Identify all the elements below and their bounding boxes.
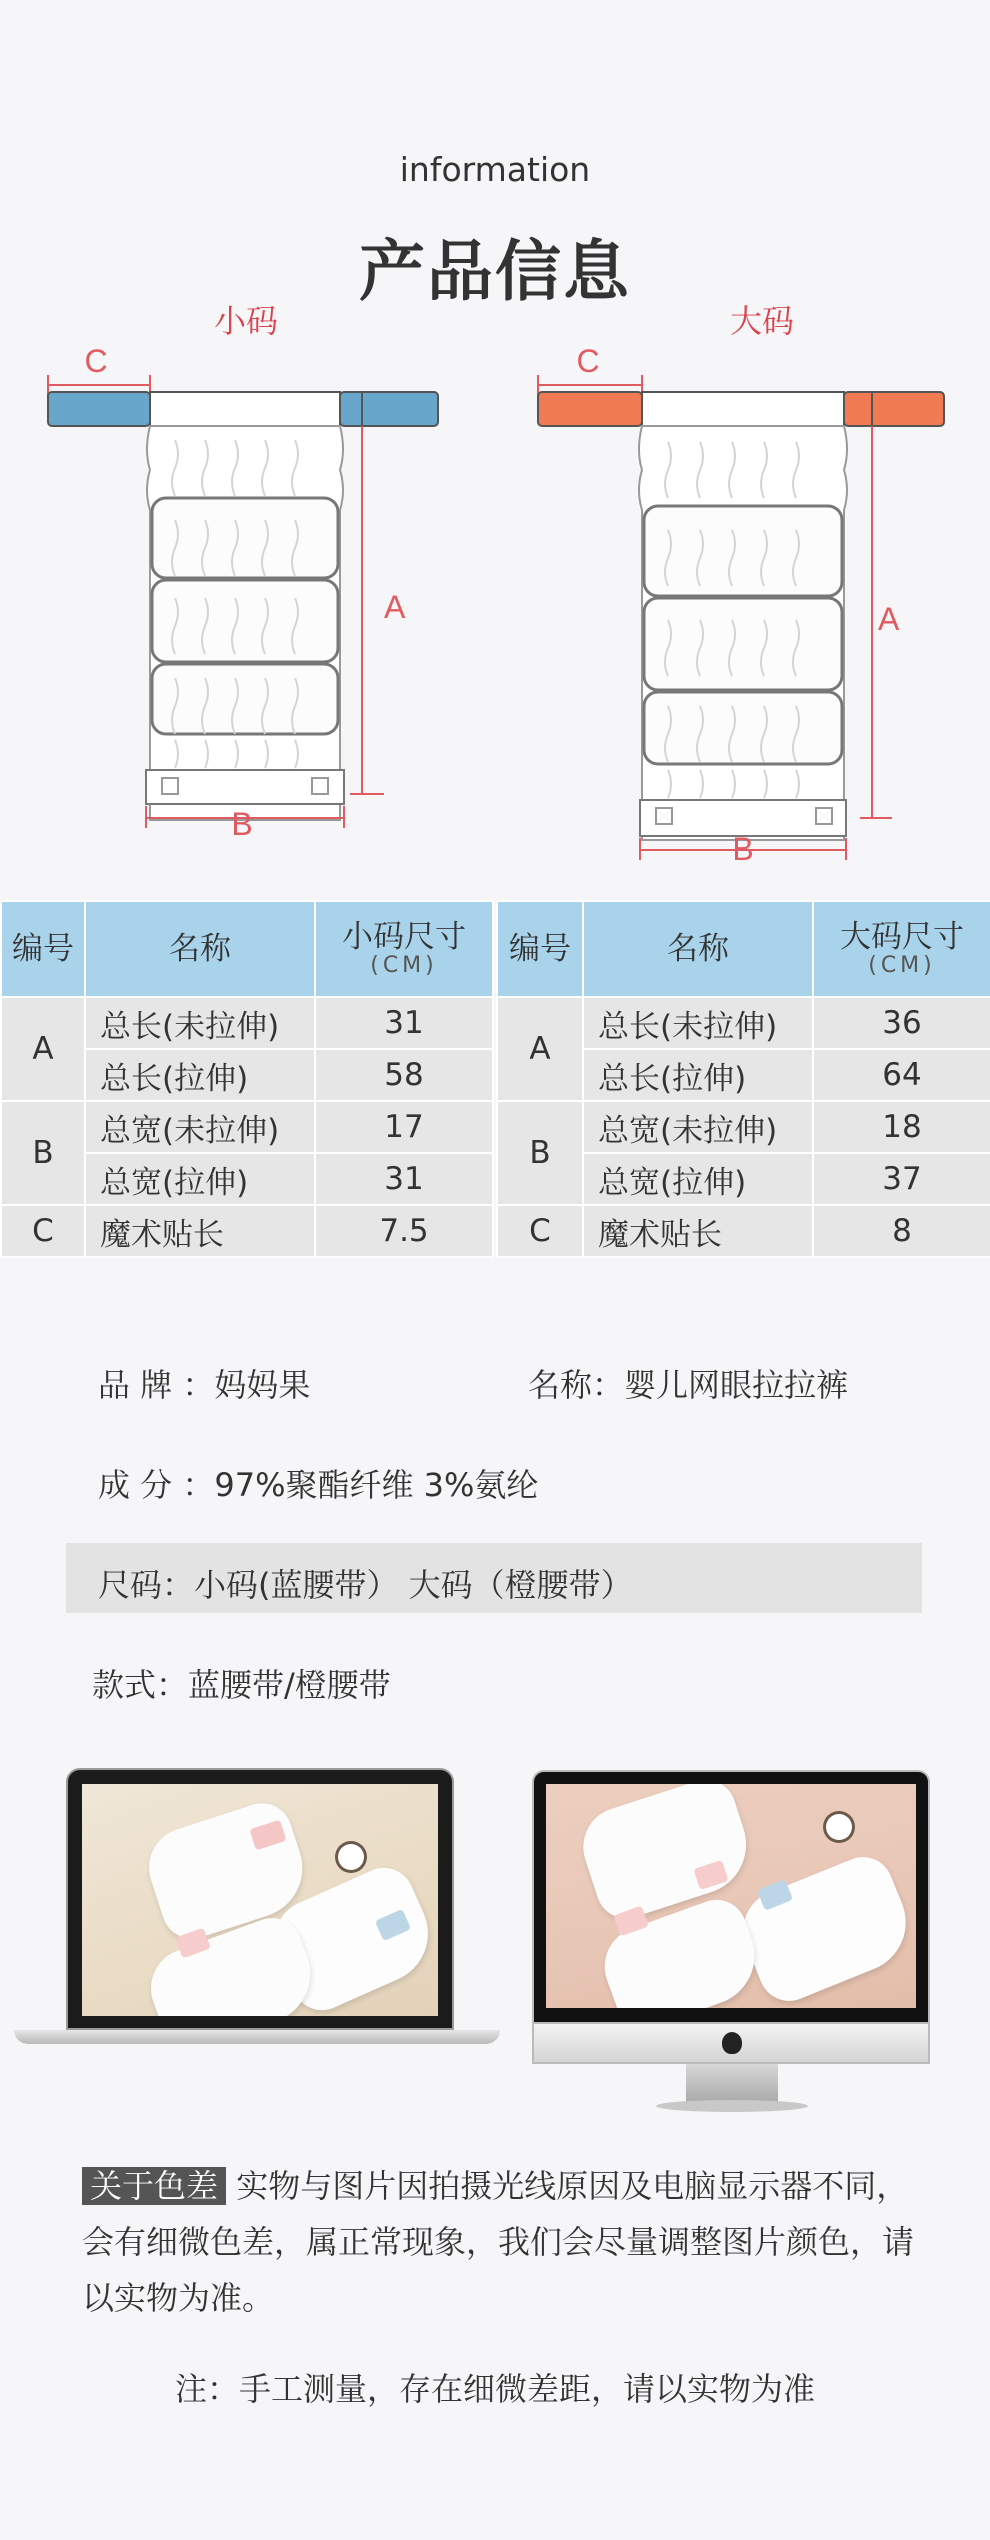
small-diaper-diagram xyxy=(48,343,438,842)
row-name: 总长(拉伸) xyxy=(85,1049,315,1101)
small-size-table xyxy=(0,900,494,1258)
info-size: 尺码：小码(蓝腰带） 大码（橙腰带） xyxy=(98,1566,633,1604)
desktop-stand xyxy=(686,2064,778,2104)
color-note-badge: 关于色差 xyxy=(82,2167,226,2205)
large-band-right xyxy=(844,392,944,426)
col-header-code: 编号 xyxy=(497,901,583,997)
row-value: 17 xyxy=(315,1101,493,1153)
row-value: 64 xyxy=(813,1049,990,1101)
row-code: B xyxy=(1,1101,85,1205)
large-dim-c-label: C xyxy=(576,343,600,379)
desktop-foot xyxy=(656,2100,808,2112)
small-band-left xyxy=(48,392,150,426)
large-band-left xyxy=(538,392,642,426)
row-value: 7.5 xyxy=(315,1205,493,1257)
product-photo xyxy=(82,1784,438,2016)
row-code: A xyxy=(497,997,583,1101)
footer-note: 注：手工测量，存在细微差距，请以实物为准 xyxy=(174,2370,815,2408)
small-dim-b-label: B xyxy=(231,806,253,842)
col-header-name: 名称 xyxy=(85,901,315,997)
apple-logo-icon xyxy=(722,2032,742,2054)
row-code: B xyxy=(497,1101,583,1205)
laptop-screen xyxy=(66,1768,454,2030)
table-row xyxy=(1,1101,493,1153)
row-value: 36 xyxy=(813,997,990,1049)
large-dim-a-label: A xyxy=(878,601,900,637)
row-value: 31 xyxy=(315,1153,493,1205)
large-size-table xyxy=(496,900,990,1258)
row-value: 58 xyxy=(315,1049,493,1101)
large-diaper-diagram xyxy=(538,343,944,867)
row-name: 总宽(未拉伸) xyxy=(85,1101,315,1153)
size-diagram xyxy=(0,330,990,880)
col-header-large-size: 大码尺寸 (CM) xyxy=(813,901,990,997)
large-size-label: 大码 xyxy=(729,302,794,340)
col-header-code: 编号 xyxy=(1,901,85,997)
row-code: C xyxy=(1,1205,85,1257)
col-header-name: 名称 xyxy=(583,901,813,997)
desktop-screen xyxy=(532,1770,930,2024)
table-row xyxy=(1,1205,493,1257)
color-note-text: 实物与图片因拍摄光线原因及电脑显示器不同，会有细微色差，属正常现象，我们会尽量调整图片颜色，请以实物为准。 xyxy=(82,2167,915,2317)
small-band-right xyxy=(340,392,438,426)
desktop-chin xyxy=(532,2024,930,2064)
page-title: 产品信息 xyxy=(359,233,631,310)
row-value: 18 xyxy=(813,1101,990,1153)
table-row xyxy=(497,1205,990,1257)
row-value: 31 xyxy=(315,997,493,1049)
row-name: 魔术贴长 xyxy=(583,1205,813,1257)
product-photo-2 xyxy=(546,1784,916,2008)
info-name: 名称：婴儿网眼拉拉裤 xyxy=(528,1366,849,1404)
row-code: A xyxy=(1,997,85,1101)
small-dim-c-label: C xyxy=(84,343,108,379)
row-value: 37 xyxy=(813,1153,990,1205)
laptop-base xyxy=(14,2030,500,2044)
small-size-label: 小码 xyxy=(213,302,278,340)
small-dim-a-label: A xyxy=(384,589,406,625)
info-style: 款式：蓝腰带/橙腰带 xyxy=(92,1666,391,1704)
row-name: 总宽(拉伸) xyxy=(85,1153,315,1205)
row-name: 总长(拉伸) xyxy=(583,1049,813,1101)
row-value: 8 xyxy=(813,1205,990,1257)
row-name: 总长(未拉伸) xyxy=(583,997,813,1049)
row-name: 总长(未拉伸) xyxy=(85,997,315,1049)
table-row xyxy=(497,997,990,1049)
table-row xyxy=(1,997,493,1049)
row-name: 总宽(拉伸) xyxy=(583,1153,813,1205)
subtitle-en: information xyxy=(399,150,591,189)
table-row xyxy=(497,1101,990,1153)
row-name: 魔术贴长 xyxy=(85,1205,315,1257)
color-note xyxy=(82,2158,922,2326)
large-dim-b-label: B xyxy=(732,831,754,867)
info-material: 成 分 ：97%聚酯纤维 3%氨纶 xyxy=(98,1466,539,1504)
row-code: C xyxy=(497,1205,583,1257)
row-name: 总宽(未拉伸) xyxy=(583,1101,813,1153)
col-header-small-size: 小码尺寸 (CM) xyxy=(315,901,493,997)
info-brand: 品 牌 ：妈妈果 xyxy=(98,1366,311,1404)
